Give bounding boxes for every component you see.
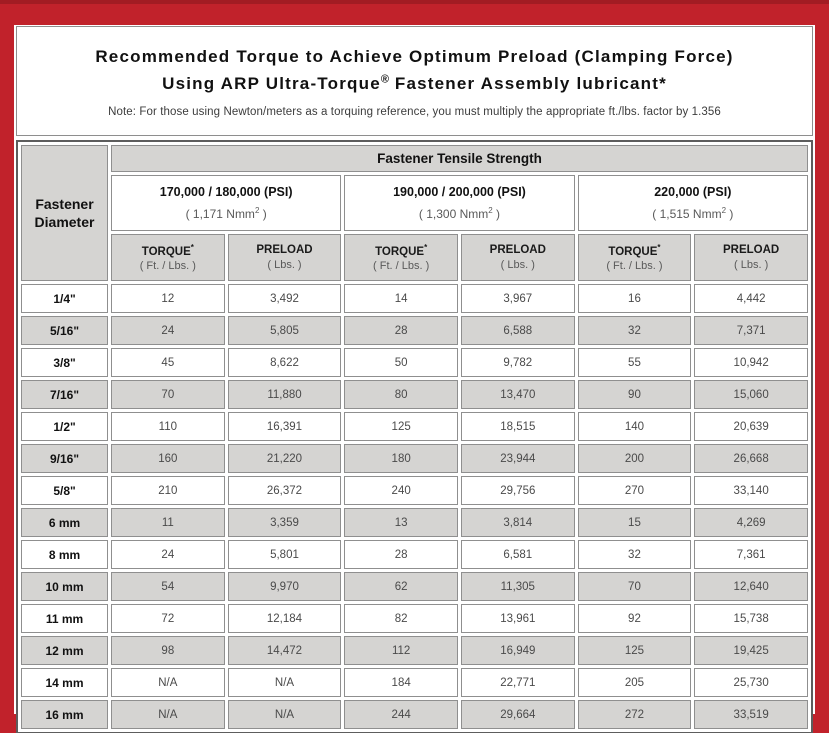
header-band-row bbox=[21, 145, 808, 172]
preload-220-cell: 10,942 bbox=[694, 348, 808, 377]
preload-190-cell: 11,305 bbox=[461, 572, 575, 601]
title-line-2-post: Fastener Assembly lubricant* bbox=[388, 73, 667, 93]
preload-170-cell: 3,492 bbox=[228, 284, 342, 313]
preload-170-cell: 12,184 bbox=[228, 604, 342, 633]
torque-190-cell: 80 bbox=[344, 380, 458, 409]
psi-label-170-180: 170,000 / 180,000 (PSI) bbox=[159, 185, 293, 199]
torque-220-cell: 15 bbox=[578, 508, 692, 537]
preload-220-cell: 15,060 bbox=[694, 380, 808, 409]
nmm-label-1515: ( 1,515 Nmm$^2$ ) bbox=[652, 206, 734, 221]
fastener-diameter-cell: 9/16" bbox=[21, 444, 108, 473]
spec-sheet-page bbox=[14, 25, 815, 722]
preload-190-cell: 13,961 bbox=[461, 604, 575, 633]
table-row bbox=[21, 316, 808, 345]
torque-190-cell: 13 bbox=[344, 508, 458, 537]
torque-220-cell: 140 bbox=[578, 412, 692, 441]
torque-170-cell: 160 bbox=[111, 444, 225, 473]
fastener-diameter-header bbox=[21, 145, 108, 281]
torque-220-cell: 90 bbox=[578, 380, 692, 409]
fastener-diameter-cell: 5/8" bbox=[21, 476, 108, 505]
torque-220-cell: 70 bbox=[578, 572, 692, 601]
torque-220-cell: 270 bbox=[578, 476, 692, 505]
strength-group-220 bbox=[578, 175, 808, 231]
table-row bbox=[21, 700, 808, 729]
tensile-strength-header: Fastener Tensile Strength bbox=[111, 145, 808, 172]
preload-220-cell: 33,519 bbox=[694, 700, 808, 729]
fastener-diameter-cell: 3/8" bbox=[21, 348, 108, 377]
torque-190-cell: 112 bbox=[344, 636, 458, 665]
torque-190-cell: 240 bbox=[344, 476, 458, 505]
torque-220-cell: 92 bbox=[578, 604, 692, 633]
torque-spec-table bbox=[16, 140, 813, 733]
registered-trademark-symbol: ® bbox=[380, 72, 389, 85]
table-row bbox=[21, 572, 808, 601]
torque-190-cell: 82 bbox=[344, 604, 458, 633]
psi-label-190-200: 190,000 / 200,000 (PSI) bbox=[393, 185, 526, 199]
torque-170-cell: 24 bbox=[111, 316, 225, 345]
preload-170-cell: N/A bbox=[228, 700, 342, 729]
preload-170-cell: 16,391 bbox=[228, 412, 342, 441]
preload-header-170: PRELOAD ( Lbs. ) bbox=[228, 234, 342, 281]
preload-190-cell: 29,756 bbox=[461, 476, 575, 505]
preload-170-cell: 3,359 bbox=[228, 508, 342, 537]
torque-170-cell: 54 bbox=[111, 572, 225, 601]
table-row bbox=[21, 636, 808, 665]
table-row bbox=[21, 444, 808, 473]
fastener-diameter-cell: 16 mm bbox=[21, 700, 108, 729]
torque-190-cell: 244 bbox=[344, 700, 458, 729]
title-line-2-pre: Using ARP Ultra-Torque bbox=[162, 73, 381, 93]
preload-190-cell: 23,944 bbox=[461, 444, 575, 473]
title-box bbox=[16, 26, 813, 136]
preload-170-cell: 26,372 bbox=[228, 476, 342, 505]
torque-header-220: TORQUE* ( Ft. / Lbs. ) bbox=[578, 234, 692, 281]
preload-220-cell: 20,639 bbox=[694, 412, 808, 441]
preload-190-cell: 3,814 bbox=[461, 508, 575, 537]
torque-170-cell: N/A bbox=[111, 668, 225, 697]
torque-header-190: TORQUE* ( Ft. / Lbs. ) bbox=[344, 234, 458, 281]
psi-header-row bbox=[21, 175, 808, 231]
fastener-diameter-cell: 11 mm bbox=[21, 604, 108, 633]
preload-220-cell: 12,640 bbox=[694, 572, 808, 601]
preload-190-cell: 22,771 bbox=[461, 668, 575, 697]
title-line-1: Recommended Torque to Achieve Optimum Preload (Clamping Force) bbox=[95, 47, 734, 67]
preload-190-cell: 9,782 bbox=[461, 348, 575, 377]
page-title bbox=[95, 44, 733, 97]
preload-220-cell: 4,442 bbox=[694, 284, 808, 313]
table-row bbox=[21, 348, 808, 377]
nmm-label-1300: ( 1,300 Nmm$^2$ ) bbox=[418, 206, 501, 221]
preload-170-cell: 5,805 bbox=[228, 316, 342, 345]
torque-190-cell: 28 bbox=[344, 316, 458, 345]
preload-170-cell: 21,220 bbox=[228, 444, 342, 473]
fastener-diameter-cell: 14 mm bbox=[21, 668, 108, 697]
table-row bbox=[21, 540, 808, 569]
torque-170-cell: 72 bbox=[111, 604, 225, 633]
torque-220-cell: 205 bbox=[578, 668, 692, 697]
column-header-row bbox=[21, 234, 808, 281]
torque-190-cell: 184 bbox=[344, 668, 458, 697]
fastener-diameter-cell: 7/16" bbox=[21, 380, 108, 409]
torque-190-cell: 50 bbox=[344, 348, 458, 377]
fastener-diameter-cell: 10 mm bbox=[21, 572, 108, 601]
preload-220-cell: 25,730 bbox=[694, 668, 808, 697]
preload-220-cell: 26,668 bbox=[694, 444, 808, 473]
torque-220-cell: 272 bbox=[578, 700, 692, 729]
psi-label-220: 220,000 (PSI) bbox=[654, 185, 732, 199]
fastener-diameter-cell: 8 mm bbox=[21, 540, 108, 569]
fastener-diameter-cell: 1/4" bbox=[21, 284, 108, 313]
torque-220-cell: 32 bbox=[578, 316, 692, 345]
table-row bbox=[21, 668, 808, 697]
torque-190-cell: 28 bbox=[344, 540, 458, 569]
fastener-diameter-cell: 5/16" bbox=[21, 316, 108, 345]
fastener-diameter-cell: 1/2" bbox=[21, 412, 108, 441]
torque-220-cell: 55 bbox=[578, 348, 692, 377]
preload-170-cell: 8,622 bbox=[228, 348, 342, 377]
preload-190-cell: 13,470 bbox=[461, 380, 575, 409]
preload-190-cell: 16,949 bbox=[461, 636, 575, 665]
preload-170-cell: 14,472 bbox=[228, 636, 342, 665]
preload-170-cell: 9,970 bbox=[228, 572, 342, 601]
table-row bbox=[21, 508, 808, 537]
strength-group-190-200 bbox=[344, 175, 574, 231]
torque-220-cell: 200 bbox=[578, 444, 692, 473]
preload-220-cell: 7,371 bbox=[694, 316, 808, 345]
preload-190-cell: 18,515 bbox=[461, 412, 575, 441]
title-line-2 bbox=[95, 71, 733, 97]
fastener-diameter-cell: 12 mm bbox=[21, 636, 108, 665]
table-row bbox=[21, 476, 808, 505]
torque-170-cell: 24 bbox=[111, 540, 225, 569]
torque-220-cell: 16 bbox=[578, 284, 692, 313]
torque-190-cell: 14 bbox=[344, 284, 458, 313]
preload-190-cell: 6,581 bbox=[461, 540, 575, 569]
fastener-diameter-header-line2: Diameter bbox=[34, 214, 95, 230]
preload-220-cell: 4,269 bbox=[694, 508, 808, 537]
torque-220-cell: 32 bbox=[578, 540, 692, 569]
torque-170-cell: 45 bbox=[111, 348, 225, 377]
preload-170-cell: 5,801 bbox=[228, 540, 342, 569]
table-row bbox=[21, 604, 808, 633]
torque-170-cell: 70 bbox=[111, 380, 225, 409]
nmm-label-1171: ( 1,171 Nmm$^2$ ) bbox=[185, 206, 267, 221]
preload-220-cell: 7,361 bbox=[694, 540, 808, 569]
preload-190-cell: 3,967 bbox=[461, 284, 575, 313]
preload-220-cell: 33,140 bbox=[694, 476, 808, 505]
torque-170-cell: 110 bbox=[111, 412, 225, 441]
preload-170-cell: N/A bbox=[228, 668, 342, 697]
torque-190-cell: 125 bbox=[344, 412, 458, 441]
preload-170-cell: 11,880 bbox=[228, 380, 342, 409]
table-row bbox=[21, 284, 808, 313]
torque-170-cell: N/A bbox=[111, 700, 225, 729]
torque-190-cell: 62 bbox=[344, 572, 458, 601]
strength-group-170-180 bbox=[111, 175, 341, 231]
torque-170-cell: 210 bbox=[111, 476, 225, 505]
torque-header-170: TORQUE* ( Ft. / Lbs. ) bbox=[111, 234, 225, 281]
table-row bbox=[21, 412, 808, 441]
preload-header-190: PRELOAD ( Lbs. ) bbox=[461, 234, 575, 281]
preload-header-220: PRELOAD ( Lbs. ) bbox=[694, 234, 808, 281]
preload-190-cell: 6,588 bbox=[461, 316, 575, 345]
preload-190-cell: 29,664 bbox=[461, 700, 575, 729]
fastener-diameter-cell: 6 mm bbox=[21, 508, 108, 537]
torque-170-cell: 11 bbox=[111, 508, 225, 537]
note-text: Note: For those using Newton/meters as a torquing reference, you must multiply the appropriate ft./lbs. factor by 1.356 bbox=[108, 105, 721, 118]
preload-220-cell: 15,738 bbox=[694, 604, 808, 633]
torque-170-cell: 98 bbox=[111, 636, 225, 665]
torque-220-cell: 125 bbox=[578, 636, 692, 665]
preload-220-cell: 19,425 bbox=[694, 636, 808, 665]
table-row bbox=[21, 380, 808, 409]
torque-170-cell: 12 bbox=[111, 284, 225, 313]
torque-190-cell: 180 bbox=[344, 444, 458, 473]
fastener-diameter-header-line1: Fastener bbox=[35, 195, 94, 212]
